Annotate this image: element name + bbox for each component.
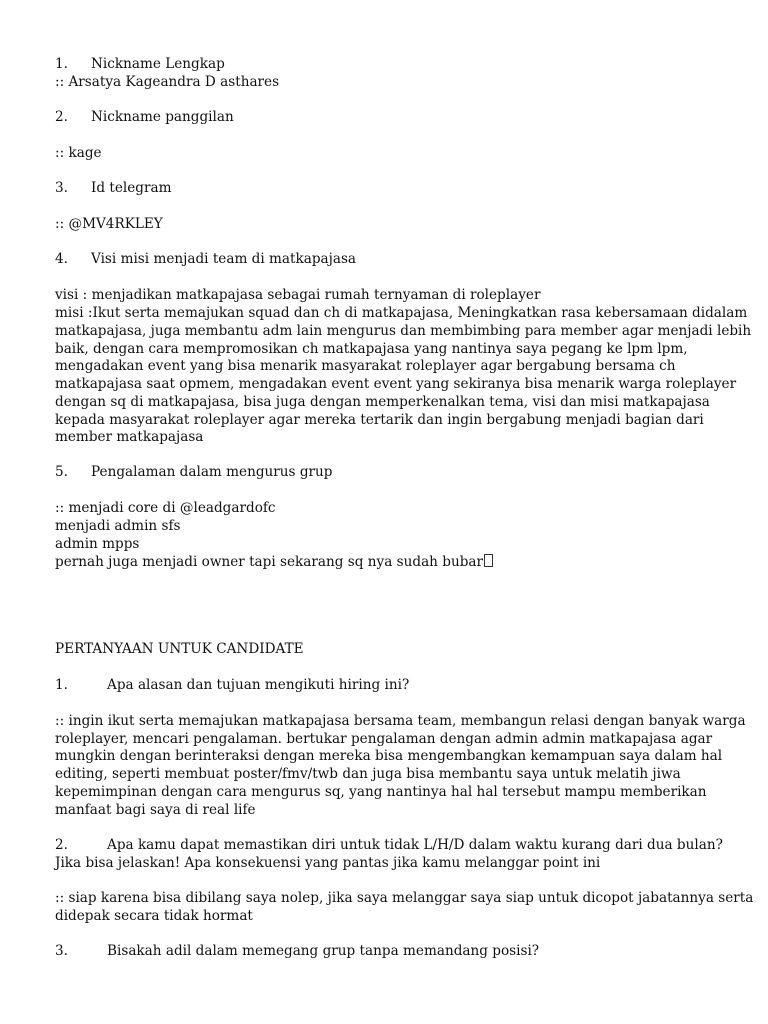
candidate-answer-line: :: ingin ikut serta memajukan matkapajasa bersama team, membangun relasi dengan banyak warga	[55, 713, 746, 729]
question-3	[55, 179, 172, 197]
answer-1: :: Arsatya Kageandra D asthares	[55, 74, 280, 90]
misi-line: dengan sq di matkapajasa, bisa juga dengan memperkenalkan tema, visi dan misi matkapajasa	[55, 394, 710, 410]
question-number: 5.	[55, 464, 68, 480]
misi-line: misi :Ikut serta memajukan squad dan ch di matkapajasa, Meningkatkan rasa kebersamaan didalam	[55, 305, 748, 321]
missing-glyph-icon	[484, 554, 493, 567]
question-5	[55, 463, 333, 481]
question-number: 2.	[55, 837, 68, 853]
question-title: Nickname panggilan	[91, 109, 234, 125]
question-number: 2.	[55, 109, 68, 125]
question-number: 4.	[55, 251, 68, 267]
answer-3: :: @MV4RKLEY	[55, 216, 163, 232]
question-2	[55, 108, 234, 126]
question-number: 3.	[55, 943, 68, 959]
candidate-answer-line: mungkin dengan berinteraksi dengan mereka bisa mengembangkan kemampuan saya dalam hal	[55, 748, 723, 764]
candidate-answer-line: manfaat bagi saya di real life	[55, 802, 256, 818]
pengalaman-line: admin mpps	[55, 536, 140, 552]
misi-line: matkapajasa saat opmem, mengadakan event event yang sekiranya bisa menarik warga roleplayer	[55, 376, 737, 392]
question-number: 1.	[55, 56, 68, 72]
candidate-answer-line: didepak secara tidak hormat	[55, 908, 253, 924]
visi-line: visi : menjadikan matkapajasa sebagai rumah ternyaman di roleplayer	[55, 287, 541, 303]
question-title: Apa alasan dan tujuan mengikuti hiring ini?	[107, 677, 410, 693]
pengalaman-line: :: menjadi core di @leadgardofc	[55, 500, 276, 516]
question-title: Nickname Lengkap	[91, 56, 225, 72]
candidate-question-3	[55, 942, 539, 960]
question-4	[55, 250, 356, 268]
candidate-answer-line: roleplayer, mencari pengalaman. bertukar pengalaman dengan admin admin matkapajasa agar	[55, 731, 713, 747]
misi-line: baik, dengan cara mempromosikan ch matkapajasa yang nantinya saya pegang ke lpm lpm,	[55, 341, 688, 357]
misi-line: mengadakan event yang bisa menarik masyarakat roleplayer agar bergabung bersama ch	[55, 358, 676, 374]
pengalaman-line: menjadi admin sfs	[55, 518, 181, 534]
candidate-question-1	[55, 676, 409, 694]
candidate-answer-line: kepemimpinan dengan cara mengurus sq, yang nantinya hal hal tersebut mampu memberikan	[55, 784, 707, 800]
question-title: Id telegram	[91, 180, 172, 196]
question-number: 1.	[55, 677, 68, 693]
candidate-answer-line: :: siap karena bisa dibilang saya nolep, jika saya melanggar saya siap untuk dicopot jabatannya serta	[55, 890, 754, 906]
candidate-question-2	[55, 836, 723, 854]
pengalaman-line	[55, 553, 493, 571]
section-title: PERTANYAAN UNTUK CANDIDATE	[55, 641, 304, 657]
misi-line: kepada masyarakat roleplayer agar mereka tertarik dan ingin bergabung menjadi bagian dari	[55, 412, 704, 428]
question-title: Visi misi menjadi team di matkapajasa	[91, 251, 357, 267]
pengalaman-text: pernah juga menjadi owner tapi sekarang sq nya sudah bubar	[55, 554, 484, 570]
answer-2: :: kage	[55, 145, 102, 161]
misi-line: member matkapajasa	[55, 429, 204, 445]
question-title: Pengalaman dalam mengurus grup	[91, 464, 333, 480]
candidate-answer-line: editing, seperti membuat poster/fmv/twb dan juga bisa membantu saya untuk melatih jiwa	[55, 766, 681, 782]
question-number: 3.	[55, 180, 68, 196]
candidate-question-2-cont: Jika bisa jelaskan! Apa konsekuensi yang pantas jika kamu melanggar point ini	[55, 855, 601, 871]
misi-line: matkapajasa, juga membantu adm lain mengurus dan membimbing para member agar menjadi lebih	[55, 323, 752, 339]
question-1	[55, 55, 225, 73]
question-title: Apa kamu dapat memastikan diri untuk tidak L/H/D dalam waktu kurang dari dua bulan?	[107, 837, 723, 853]
question-title: Bisakah adil dalam memegang grup tanpa memandang posisi?	[107, 943, 540, 959]
